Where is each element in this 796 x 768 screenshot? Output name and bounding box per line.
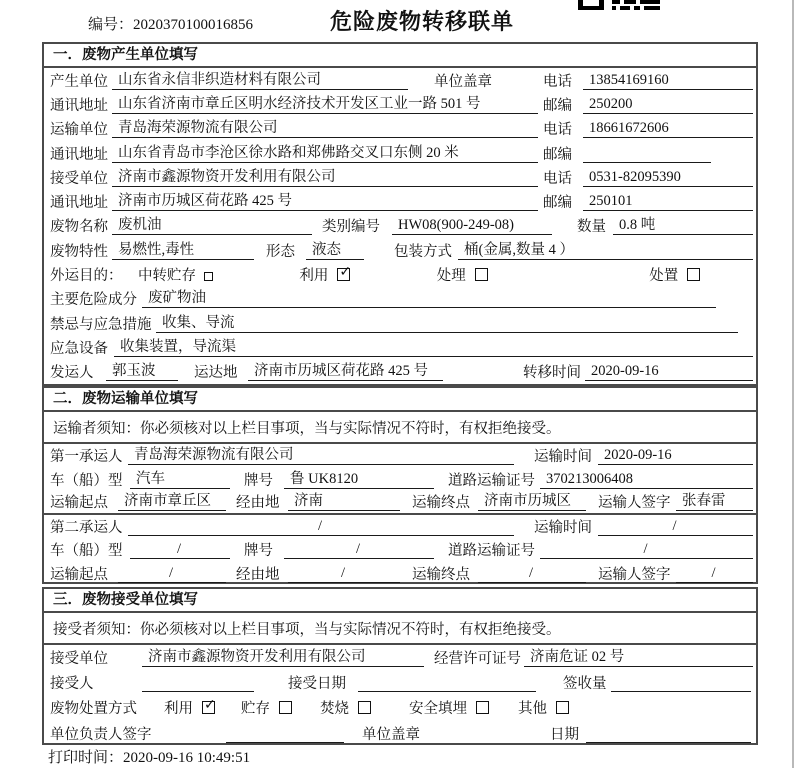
form-row <box>44 165 756 189</box>
form-row <box>44 468 756 492</box>
section-title: 一．废物产生单位填写 <box>44 44 756 68</box>
spacer <box>569 707 756 708</box>
page-title: 危险废物转移联单 <box>330 10 515 35</box>
section-rows <box>44 645 756 746</box>
field-value: 郭玉波 <box>106 362 178 381</box>
field-value: 张春雷 <box>676 492 753 511</box>
field-value: 鲁 UK8120 <box>284 470 434 489</box>
field-value: / <box>598 517 753 536</box>
spacer <box>215 707 241 708</box>
form-row <box>44 141 756 165</box>
field-label: 通讯地址 <box>50 146 108 163</box>
form-row <box>44 645 756 670</box>
field-value: 250200 <box>583 95 753 114</box>
checkbox-option <box>164 697 215 718</box>
field-label: 邮编 <box>543 146 572 163</box>
field-value: / <box>540 540 753 559</box>
field-label: 发运人 <box>50 365 94 382</box>
field-label: 外运目的： <box>50 268 123 285</box>
form-row <box>44 562 756 586</box>
field-label: 第二承运人 <box>50 519 123 536</box>
checkbox-checked-icon <box>202 701 215 714</box>
field-label: 签收量 <box>563 676 607 693</box>
checkbox-option <box>518 697 569 718</box>
serial-number <box>88 13 253 34</box>
form-row <box>44 287 756 311</box>
field-value: 2020-09-16 <box>585 362 753 381</box>
checkbox-icon <box>475 268 488 281</box>
checkbox-option <box>241 697 292 718</box>
form-row <box>44 444 756 468</box>
spacer <box>700 274 756 275</box>
section-transporter <box>42 386 758 584</box>
spacer <box>488 274 650 275</box>
spacer <box>371 707 409 708</box>
checkbox-option <box>649 264 700 285</box>
form-row <box>44 515 756 539</box>
spacer <box>144 707 164 708</box>
section-title: 三．废物接受单位填写 <box>44 589 756 613</box>
field-label: 运输人签字 <box>598 495 671 512</box>
field-value: / <box>118 564 226 583</box>
section-rows <box>44 444 756 585</box>
spacer <box>514 80 543 81</box>
field-label: 处置 <box>649 268 679 285</box>
field-value: 桶(金属,数量 4 ） <box>458 241 753 260</box>
section-producer <box>42 42 758 386</box>
field-value: / <box>478 564 586 583</box>
field-label: 单位盖章 <box>434 73 492 90</box>
spacer <box>292 707 320 708</box>
print-time <box>48 746 250 767</box>
field-label: 运输起点 <box>50 566 108 583</box>
field-value: HW08(900-249-08) <box>392 216 552 235</box>
field-value: 汽车 <box>130 470 230 489</box>
field-label: 牌号 <box>244 472 273 489</box>
field-label: 运输终点 <box>412 495 470 512</box>
qr-code-fragment <box>578 0 662 10</box>
form-row <box>44 695 756 720</box>
field-value-blank <box>226 724 344 743</box>
print-time-label: 打印时间： <box>48 750 124 766</box>
spacer <box>156 733 226 734</box>
spacer <box>536 682 563 683</box>
field-label: 运输人签字 <box>598 566 671 583</box>
spacer <box>716 298 756 299</box>
form-row <box>44 117 756 141</box>
section-receiver <box>42 587 758 745</box>
field-label: 道路运输证号 <box>448 472 535 489</box>
field-label: 单位负责人签字 <box>50 726 152 743</box>
form-row <box>44 335 756 359</box>
field-value: 13854169160 <box>583 71 753 90</box>
field-value: 废矿物油 <box>142 289 716 308</box>
field-value-blank <box>583 144 711 163</box>
field-label: 经由地 <box>236 566 280 583</box>
spacer <box>514 455 534 456</box>
field-label: 牌号 <box>244 543 273 560</box>
field-label: 接受人 <box>50 676 94 693</box>
form-row <box>44 238 756 262</box>
field-label: 利用 <box>299 268 329 285</box>
checkbox-icon <box>279 701 292 714</box>
field-label: 废物处置方式 <box>50 701 137 718</box>
field-value: 0531-82095390 <box>583 168 753 187</box>
field-label: 利用 <box>164 701 193 718</box>
field-value: 济南市鑫源物资开发利用有限公司 <box>142 648 424 667</box>
spacer <box>443 371 523 372</box>
field-value-blank <box>611 673 751 692</box>
checkbox-option <box>320 697 371 718</box>
form-row <box>44 311 756 335</box>
form-row <box>44 189 756 213</box>
checkbox-icon <box>204 272 213 281</box>
field-label: 废物特性 <box>50 243 108 260</box>
field-label: 单位盖章 <box>362 726 420 743</box>
field-value: 2020-09-16 <box>598 446 753 465</box>
form-row <box>44 670 756 695</box>
field-label: 道路运输证号 <box>448 543 535 560</box>
print-time-value: 2020-09-16 10:49:51 <box>123 750 251 766</box>
field-label: 经营许可证号 <box>434 651 521 668</box>
field-label: 运输起点 <box>50 495 108 512</box>
form-row <box>44 491 756 515</box>
page-edge-line <box>792 0 794 768</box>
field-value: 济南市鑫源物资开发利用有限公司 <box>112 168 538 187</box>
field-label: 邮编 <box>543 97 572 114</box>
checkbox-option <box>409 697 489 718</box>
spacer <box>426 733 550 734</box>
checkbox-icon <box>358 701 371 714</box>
field-label: 接受日期 <box>288 676 346 693</box>
field-label: 数量 <box>577 219 606 236</box>
field-value: 易燃性,毒性 <box>112 241 254 260</box>
field-label: 焚烧 <box>320 701 349 718</box>
field-label: 其他 <box>518 701 547 718</box>
field-value: 250101 <box>583 192 753 211</box>
field-label: 废物名称 <box>50 219 108 236</box>
form-row <box>44 538 756 562</box>
field-value: / <box>288 564 400 583</box>
spacer <box>489 707 518 708</box>
field-value: / <box>676 564 753 583</box>
field-value: 山东省永信非织造材料有限公司 <box>112 71 408 90</box>
section-rows <box>44 68 756 384</box>
field-label: 经由地 <box>236 495 280 512</box>
field-label: 中转贮存 <box>138 268 196 285</box>
field-value: 0.8 吨 <box>613 216 753 235</box>
field-value: 山东省青岛市李沧区徐水路和郑佛路交叉口东侧 20 米 <box>112 144 538 163</box>
field-value: 济南危证 02 号 <box>524 648 753 667</box>
field-value: 18661672606 <box>583 119 753 138</box>
checkbox-checked-icon <box>337 268 350 281</box>
transporter-notice: 运输者须知：你必须核对以上栏目事项，当与实际情况不符时，有权拒绝接受。 <box>44 412 756 444</box>
field-value: 济南市章丘区 <box>118 492 226 511</box>
field-label: 运达地 <box>194 365 238 382</box>
field-value: 济南市历城区荷花路 425 号 <box>248 362 443 381</box>
field-label: 运输时间 <box>534 519 592 536</box>
spacer <box>514 526 534 527</box>
field-label: 运输单位 <box>50 122 108 139</box>
field-label: 转移时间 <box>523 365 581 382</box>
spacer <box>738 323 756 324</box>
field-label: 主要危险成分 <box>50 292 137 309</box>
field-value: 废机油 <box>112 216 312 235</box>
field-value-blank <box>586 724 751 743</box>
field-value-blank <box>142 673 254 692</box>
field-label: 包装方式 <box>394 243 452 260</box>
field-value: 收集装置，导流渠 <box>114 338 753 357</box>
spacer <box>213 274 299 275</box>
field-label: 应急设备 <box>50 340 108 357</box>
field-label: 产生单位 <box>50 73 108 90</box>
form-row <box>44 721 756 746</box>
field-value: 济南市历城区荷花路 425 号 <box>112 192 538 211</box>
checkbox-option <box>138 264 213 285</box>
form-row <box>44 214 756 238</box>
field-label: 电话 <box>543 170 572 187</box>
field-value: 济南 <box>288 492 400 511</box>
field-label: 处理 <box>436 268 466 285</box>
field-label: 第一承运人 <box>50 449 123 466</box>
field-label: 通讯地址 <box>50 97 108 114</box>
field-value: / <box>284 540 434 559</box>
checkbox-icon <box>556 701 569 714</box>
checkbox-icon <box>687 268 700 281</box>
serial-label: 编号： <box>88 17 134 33</box>
field-label: 通讯地址 <box>50 195 108 212</box>
receiver-notice: 接受者须知：你必须核对以上栏目事项，当与实际情况不符时，有权拒绝接受。 <box>44 613 756 645</box>
field-value: 济南市历城区 <box>478 492 586 511</box>
spacer <box>552 225 577 226</box>
checkbox-option <box>437 264 488 285</box>
field-value-blank <box>358 673 536 692</box>
field-label: 贮存 <box>241 701 270 718</box>
form-row <box>44 92 756 116</box>
spacer <box>711 153 756 154</box>
field-value: 山东省济南市章丘区明水经济技术开发区工业一路 501 号 <box>112 95 538 114</box>
field-value: 青岛海荣源物流有限公司 <box>112 119 538 138</box>
form-row <box>44 68 756 92</box>
field-value: / <box>128 517 514 536</box>
field-label: 电话 <box>543 73 572 90</box>
field-label: 日期 <box>550 726 579 743</box>
field-label: 车（船）型 <box>50 543 123 560</box>
field-label: 禁忌与应急措施 <box>50 316 152 333</box>
field-label: 形态 <box>266 243 295 260</box>
serial-value: 2020370100016856 <box>133 17 254 33</box>
form-row <box>44 360 756 384</box>
field-label: 运输时间 <box>534 449 592 466</box>
section-title: 二．废物运输单位填写 <box>44 388 756 412</box>
field-label: 车（船）型 <box>50 472 123 489</box>
field-label: 接受单位 <box>50 651 108 668</box>
field-value: 370213006408 <box>540 470 753 489</box>
checkbox-icon <box>476 701 489 714</box>
field-label: 接受单位 <box>50 170 108 187</box>
field-label: 运输终点 <box>412 566 470 583</box>
checkbox-option <box>299 264 350 285</box>
field-label: 安全填埋 <box>409 701 467 718</box>
spacer <box>126 274 138 275</box>
field-label: 电话 <box>543 122 572 139</box>
field-value: / <box>130 540 230 559</box>
field-value: 收集、导流 <box>156 314 738 333</box>
field-value: 青岛海荣源物流有限公司 <box>128 446 514 465</box>
spacer <box>350 274 436 275</box>
field-label: 类别编号 <box>322 219 380 236</box>
form-row <box>44 262 756 286</box>
field-label: 邮编 <box>543 195 572 212</box>
field-value: 液态 <box>306 241 364 260</box>
